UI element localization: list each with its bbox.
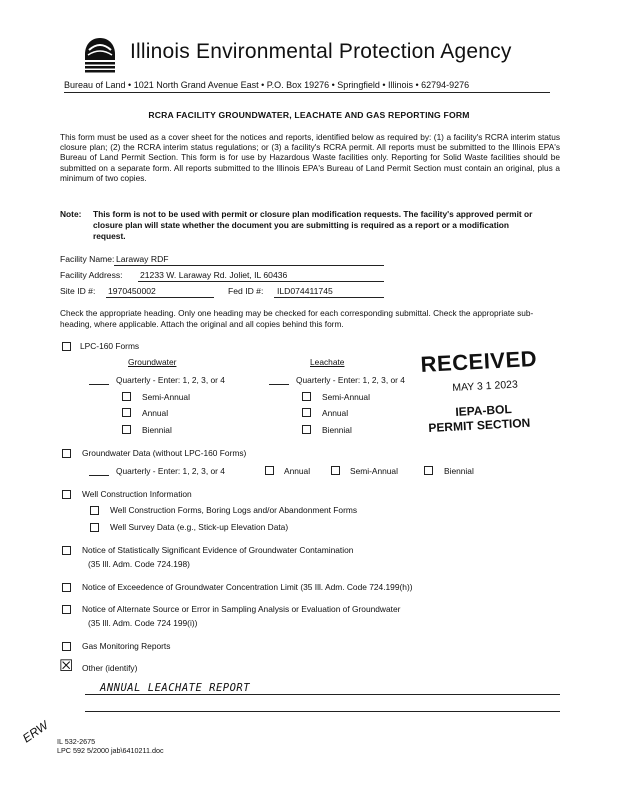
groundwater-heading: Groundwater bbox=[128, 357, 177, 367]
facility-name-line bbox=[114, 265, 384, 266]
other-line-1 bbox=[85, 694, 560, 695]
form-title: RCRA FACILITY GROUNDWATER, LEACHATE AND GAS REPORTING FORM bbox=[148, 110, 470, 120]
lch-biennial-checkbox[interactable] bbox=[302, 425, 311, 434]
lpc160-checkbox[interactable] bbox=[62, 342, 71, 351]
fed-id-value[interactable]: ILD074411745 bbox=[277, 286, 333, 296]
lch-quarterly-label: Quarterly - Enter: 1, 2, 3, or 4 bbox=[296, 375, 405, 385]
gw-semi-annual-label: Semi-Annual bbox=[142, 392, 190, 402]
gw-quarter-blank[interactable] bbox=[89, 384, 109, 385]
gw-annual-label: Annual bbox=[142, 408, 169, 418]
gw-quarterly-label: Quarterly - Enter: 1, 2, 3, or 4 bbox=[116, 375, 225, 385]
fed-id-line bbox=[274, 297, 384, 298]
gwd-quarter-blank[interactable] bbox=[89, 475, 109, 476]
site-id-line bbox=[106, 297, 214, 298]
other-label: Other (identify) bbox=[82, 663, 138, 673]
facility-address-line bbox=[138, 281, 384, 282]
gw-data-checkbox[interactable] bbox=[62, 449, 71, 458]
gwd-annual-checkbox[interactable] bbox=[265, 466, 274, 475]
ssi-checkbox[interactable] bbox=[62, 546, 71, 555]
lch-annual-label: Annual bbox=[322, 408, 349, 418]
gwd-quarterly-label: Quarterly - Enter: 1, 2, 3, or 4 bbox=[116, 466, 225, 476]
gas-monitoring-label: Gas Monitoring Reports bbox=[82, 641, 171, 651]
other-checkbox[interactable]: ☒ bbox=[59, 658, 74, 675]
handwritten-initials: ERW bbox=[20, 718, 51, 746]
gwd-biennial-label: Biennial bbox=[444, 466, 474, 476]
fed-id-label: Fed ID #: bbox=[228, 286, 264, 296]
note-text: This form is not to be used with permit or closure plan modification requests. The facility's approved permit or closure plan will state whether the document you are submitting is required as a report or a modification request. bbox=[93, 209, 533, 241]
other-value[interactable]: ANNUAL LEACHATE REPORT bbox=[100, 682, 251, 694]
lch-quarter-blank[interactable] bbox=[269, 384, 289, 385]
gwd-semi-annual-checkbox[interactable] bbox=[331, 466, 340, 475]
lch-biennial-label: Biennial bbox=[322, 425, 352, 435]
lch-semi-annual-label: Semi-Annual bbox=[322, 392, 370, 402]
gw-biennial-checkbox[interactable] bbox=[122, 425, 131, 434]
facility-address-value[interactable]: 21233 W. Laraway Rd. Joliet, IL 60436 bbox=[140, 270, 288, 280]
received-stamp: RECEIVED bbox=[420, 345, 538, 377]
lpc160-label: LPC-160 Forms bbox=[80, 341, 140, 351]
well-survey-label: Well Survey Data (e.g., Stick-up Elevation Data) bbox=[110, 522, 289, 532]
gw-annual-checkbox[interactable] bbox=[122, 408, 131, 417]
facility-name-value[interactable]: Laraway RDF bbox=[116, 254, 169, 264]
gas-monitoring-checkbox[interactable] bbox=[62, 642, 71, 651]
header-rule bbox=[64, 92, 550, 93]
gwd-biennial-checkbox[interactable] bbox=[424, 466, 433, 475]
lch-semi-annual-checkbox[interactable] bbox=[302, 392, 311, 401]
alternate-source-checkbox[interactable] bbox=[62, 605, 71, 614]
iepa-logo bbox=[82, 36, 118, 74]
ssi-label: Notice of Statistically Significant Evidence of Groundwater Contamination bbox=[82, 545, 354, 555]
agency-address: Bureau of Land • 1021 North Grand Avenue East • P.O. Box 19276 • Springfield • Illinois • 62794-9276 bbox=[64, 80, 470, 90]
well-survey-checkbox[interactable] bbox=[90, 523, 99, 532]
gw-semi-annual-checkbox[interactable] bbox=[122, 392, 131, 401]
ssi-citation: (35 Ill. Adm. Code 724.198) bbox=[88, 559, 190, 569]
footer-form-number: IL 532-2675 bbox=[57, 737, 96, 746]
alternate-source-label: Notice of Alternate Source or Error in Sampling Analysis or Evaluation of Groundwater bbox=[82, 604, 401, 614]
gw-biennial-label: Biennial bbox=[142, 425, 172, 435]
gwd-annual-label: Annual bbox=[284, 466, 311, 476]
well-construction-checkbox[interactable] bbox=[62, 490, 71, 499]
gwd-semi-annual-label: Semi-Annual bbox=[350, 466, 398, 476]
instructions: Check the appropriate heading. Only one heading may be checked for each corresponding submittal. Check the appropriate sub-heading, where applicable. Attach the original and all copies behind this form. bbox=[60, 308, 534, 329]
well-construction-label: Well Construction Information bbox=[82, 489, 192, 499]
facility-name-label: Facility Name: bbox=[60, 254, 115, 264]
well-forms-checkbox[interactable] bbox=[90, 506, 99, 515]
lch-annual-checkbox[interactable] bbox=[302, 408, 311, 417]
site-id-value[interactable]: 1970450002 bbox=[108, 286, 156, 296]
stamp-section: PERMIT SECTION bbox=[428, 415, 531, 435]
alternate-source-citation: (35 Ill. Adm. Code 724 199(i)) bbox=[88, 618, 198, 628]
note-label: Note: bbox=[60, 209, 82, 219]
agency-name: Illinois Environmental Protection Agency bbox=[130, 40, 512, 63]
received-date: MAY 3 1 2023 bbox=[452, 378, 519, 394]
footer-doc-ref: LPC 592 5/2000 jab\6410211.doc bbox=[57, 746, 164, 755]
stamp-dept: IEPA-BOL bbox=[455, 402, 513, 419]
exceedence-label: Notice of Exceedence of Groundwater Concentration Limit (35 Ill. Adm. Code 724.199(h)) bbox=[82, 582, 413, 592]
site-id-label: Site ID #: bbox=[60, 286, 96, 296]
gw-data-label: Groundwater Data (without LPC-160 Forms) bbox=[82, 448, 247, 458]
other-line-2 bbox=[85, 711, 560, 712]
leachate-heading: Leachate bbox=[310, 357, 345, 367]
well-forms-label: Well Construction Forms, Boring Logs and/or Abandonment Forms bbox=[110, 505, 358, 515]
intro-paragraph: This form must be used as a cover sheet for the notices and reports, identified below as required by: (1) a facility's RCRA interim status closure plan; (2) the RCRA interim status regulations; or (3) a facility's RCRA permit. All reports must be submitted to the Illinois EPA's Bureau of Land Permit Section. This form is for use by Hazardous Waste facilities only. Reporting for Solid Waste facilities should be submitted on a separate form. All reports submitted to the Illinois EPA's Bureau of Land Permit Section must contain an original, plus a minimum of two copies. bbox=[60, 132, 560, 183]
facility-address-label: Facility Address: bbox=[60, 270, 123, 280]
exceedence-checkbox[interactable] bbox=[62, 583, 71, 592]
